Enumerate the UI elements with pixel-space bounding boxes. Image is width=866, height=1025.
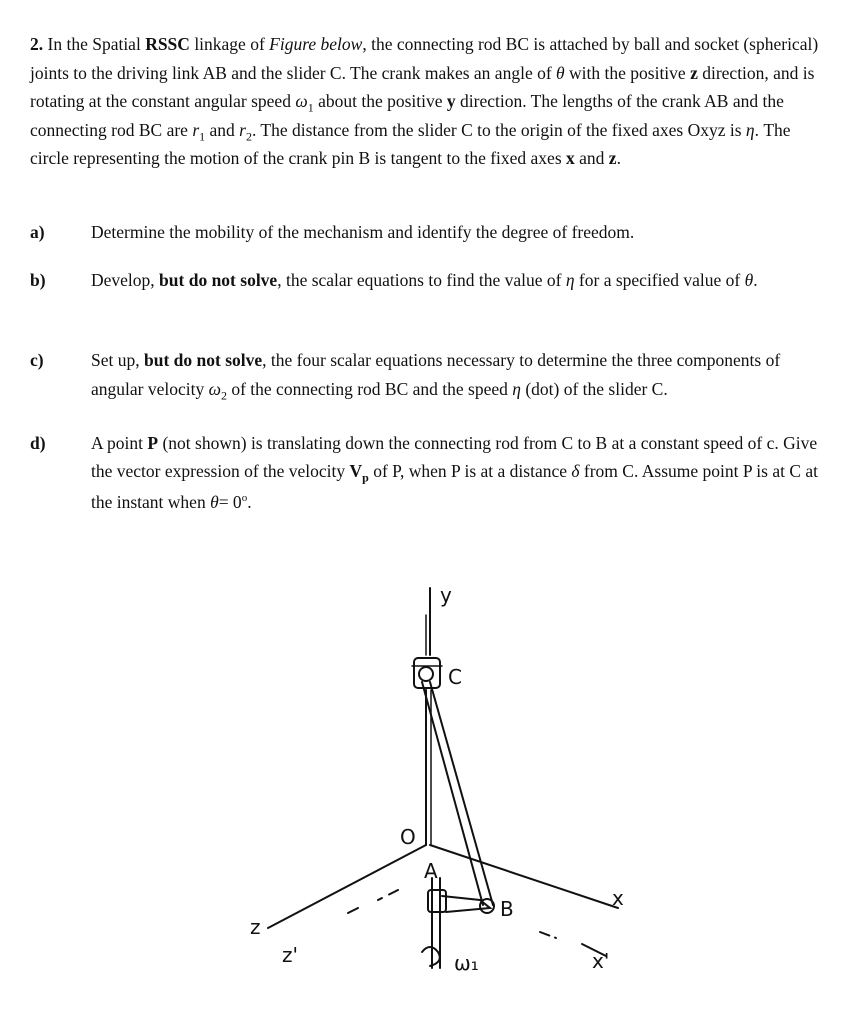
degree-sign: o: [241, 492, 248, 504]
y-axis-label: y: [440, 583, 452, 607]
part-b-bold: but do not solve: [159, 270, 278, 290]
linkage-diagram: [210, 560, 670, 1020]
origin-label: O: [400, 825, 416, 849]
bearing-a: [428, 890, 446, 912]
intro-text: direction, and is rotating at the constant angular speed: [30, 62, 815, 111]
subscript-2: 2: [245, 129, 252, 143]
part-d-text: [91, 430, 830, 516]
part-c-label: c): [30, 350, 44, 370]
delta-symbol: δ: [571, 460, 580, 481]
part-b-label: b): [30, 270, 46, 290]
part-a-label: a): [30, 222, 45, 242]
rotation-arrow: [422, 947, 440, 966]
intro-text: and: [574, 148, 609, 168]
z-prime-label: z': [282, 943, 298, 967]
intro-text: , the connecting rod BC is attached by ball and socket (spherical) joints to the driving link AB and the slider C. The crank makes an angle of: [30, 34, 819, 83]
part-d-label: d): [30, 433, 46, 453]
x-axis-dash: [540, 932, 556, 938]
subscript-2: 2: [220, 388, 227, 403]
part-d-text-6: .: [247, 491, 252, 512]
r-symbol: r: [239, 119, 246, 140]
eta-symbol: η: [565, 270, 575, 290]
point-p: P: [147, 433, 159, 453]
figure-reference: Figure below: [269, 34, 363, 54]
z-axis-line: [268, 845, 426, 928]
intro-text: direction. The lengths of the crank AB and the connecting rod BC are: [30, 91, 784, 140]
problem-statement: [30, 30, 830, 512]
z-axis-term: z: [608, 148, 617, 168]
part-d-text-3: of P, when P is at a distance: [368, 460, 572, 481]
point-a-label: A: [424, 859, 438, 883]
rssc-term: RSSC: [145, 34, 190, 54]
part-c-text-1: Set up,: [91, 350, 144, 370]
intro-text: .: [616, 148, 621, 168]
eta-symbol: η: [512, 379, 521, 399]
intro-text: In the Spatial: [43, 34, 146, 54]
x-prime-label: x': [592, 949, 610, 973]
subscript-1: 1: [307, 100, 314, 115]
part-b-text-1: Develop,: [91, 270, 160, 290]
linkage-figure: [210, 560, 670, 1020]
theta-symbol: θ: [556, 62, 565, 83]
intro-text: . The distance from the slider C to the origin of the fixed axes Oxyz is: [251, 119, 746, 140]
part-c-text-2: , the four scalar equations necessary to determine the three components of angular velocity: [91, 350, 781, 399]
subscript-p: p: [362, 470, 369, 484]
velocity-v: V: [349, 460, 363, 481]
part-a-text: Determine the mobility of the mechanism and identify the degree of freedom.: [91, 222, 635, 242]
omega-symbol: ω: [208, 379, 221, 399]
z-axis-label: z: [250, 915, 261, 939]
omega-symbol: ω: [295, 91, 308, 111]
problem-intro: [30, 30, 830, 173]
subscript-1: 1: [199, 129, 206, 143]
part-b-text-2: , the scalar equations to find the value of: [277, 270, 566, 290]
part-d-text-5: = 0: [218, 491, 242, 512]
slider-c-joint: [419, 667, 433, 681]
theta-symbol: θ: [744, 270, 754, 290]
part-c-bold: but do not solve: [144, 350, 263, 370]
point-b-label: B: [500, 897, 514, 921]
part-d-text-1: A point: [91, 433, 148, 453]
part-b-text-3: for a specified value of: [574, 270, 745, 290]
part-b-text: [91, 266, 830, 295]
part-b-text-4: .: [753, 270, 758, 290]
intro-text: . The circle representing the motion of the crank pin B is tangent to the fixed axes: [30, 119, 791, 168]
r-symbol: r: [192, 119, 200, 140]
omega1-label: ω₁: [454, 951, 479, 975]
part-d: [30, 430, 830, 516]
slider-c: [414, 658, 440, 688]
connecting-rod-bc-edge: [430, 682, 493, 905]
part-c-text: [91, 346, 830, 404]
part-d-text-2: (not shown) is translating down the connecting rod from C to B at a constant speed of c. Give the vector expression of the velocity: [91, 433, 818, 481]
intro-text: about the positive: [313, 91, 447, 111]
z-axis-dash-2: [348, 908, 358, 913]
x-axis-term: x: [566, 148, 575, 168]
z-direction: z: [690, 62, 698, 83]
x-axis-label: x: [612, 886, 624, 910]
problem-number: 2.: [30, 34, 44, 54]
point-c-label: C: [448, 665, 462, 689]
eta-symbol: η: [745, 119, 755, 140]
part-c-text-4: (dot) of the slider C.: [520, 379, 668, 399]
y-direction: y: [446, 91, 456, 111]
part-c: [30, 346, 830, 404]
z-axis-dash: [378, 890, 398, 900]
part-d-text-4: from C. Assume point P is at C at the instant when: [91, 460, 819, 512]
theta-symbol: θ: [210, 491, 219, 512]
part-a: [30, 218, 830, 247]
part-c-text-3: of the connecting rod BC and the speed: [226, 379, 513, 399]
intro-text: with the positive: [564, 62, 691, 83]
intro-text: linkage of: [189, 34, 270, 54]
intro-text: and: [205, 119, 240, 140]
part-b: [30, 266, 830, 295]
